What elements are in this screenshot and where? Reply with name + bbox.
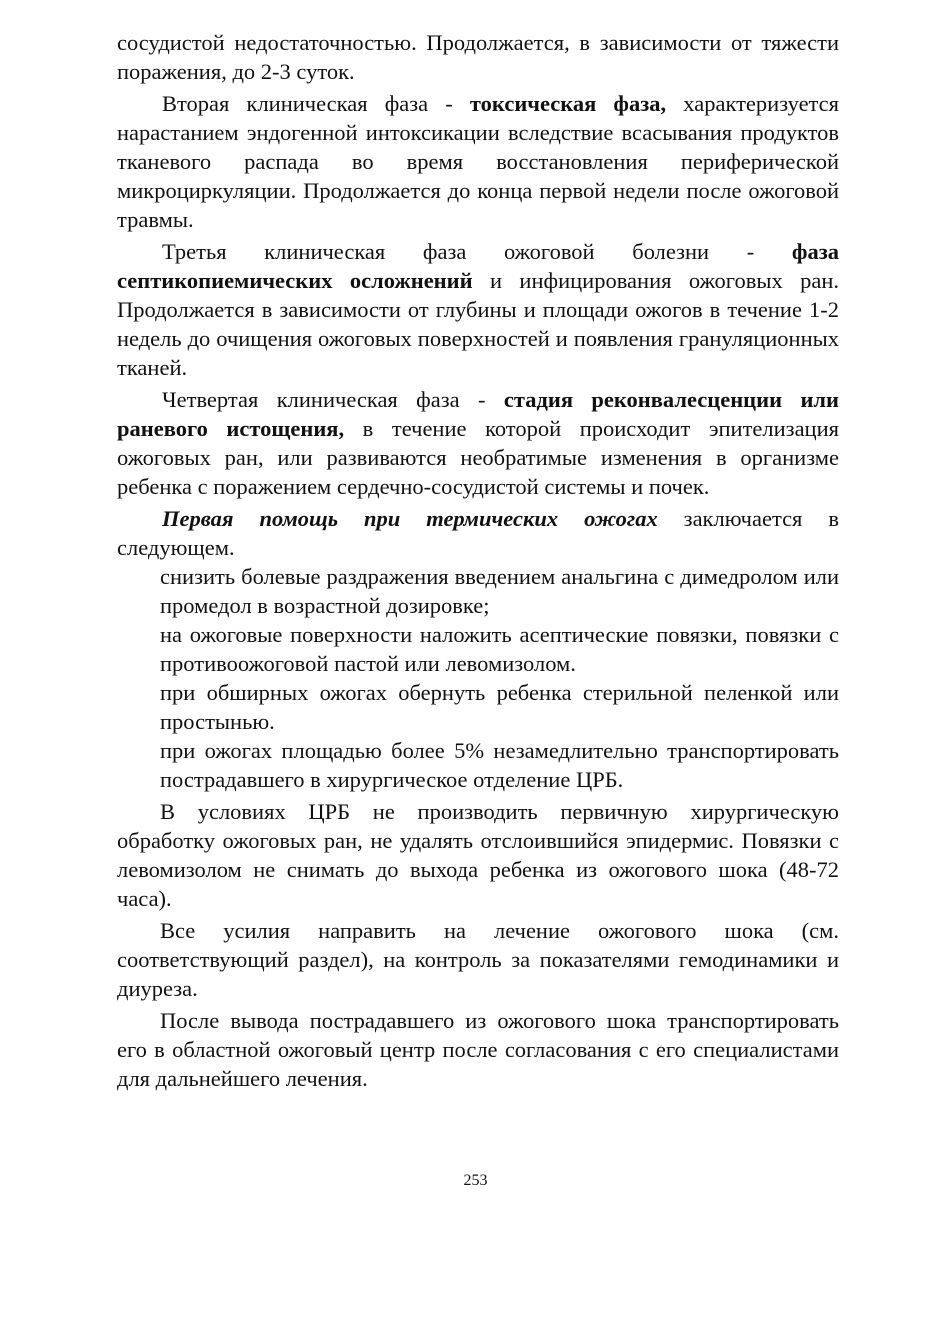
paragraph-first-aid-heading bbox=[117, 504, 839, 562]
list-item: при обширных ожогах обернуть ребенка стерильной пеленкой или простынью. bbox=[160, 680, 839, 734]
list-item: при ожогах площадью более 5% незамедлительно транспортировать пострадавшего в хирургическое отделение ЦРБ. bbox=[160, 738, 839, 792]
paragraph-recovery-phase-intro: Четвертая клиническая фаза - bbox=[162, 387, 504, 412]
page-number: 253 bbox=[463, 1172, 488, 1189]
paragraph-transport: После вывода пострадавшего из ожогового шока транспортировать его в областной ожоговый центр после согласования с его специалистами для дальнейшего лечения. bbox=[117, 1008, 839, 1091]
term-recovery-phase: стадия реконвалесценции или раневого истощения, bbox=[117, 387, 839, 441]
paragraph-septic-phase-intro: Третья клиническая фаза ожоговой болезни - bbox=[162, 239, 792, 264]
paragraph-recovery-phase-text: в течение которой происходит эпителизация ожоговых ран, или развиваются необратимые изменения в организме ребенка с поражением сердечно-сосудистой системы и почек. bbox=[117, 416, 839, 499]
paragraph-septic-phase-text: и инфицирования ожоговых ран. Продолжается в зависимости от глубины и площади ожогов в течение 1-2 недель до очищения ожоговых поверхностей и появления грануляционных тканей. bbox=[117, 268, 839, 380]
term-toxic-phase: токсическая фаза, bbox=[469, 91, 667, 116]
paragraph-recovery-phase bbox=[117, 385, 839, 501]
paragraph-crb-conditions: В условиях ЦРБ не производить первичную хирургическую обработку ожоговых ран, не удалять отслоившийся эпидермис. Повязки с левомизолом не снимать до выхода ребенка из ожогового шока (48-72 часа). bbox=[117, 799, 839, 911]
paragraph-continuation: сосудистой недостаточностью. Продолжается, в зависимости от тяжести поражения, до 2-3 суток. bbox=[117, 30, 839, 84]
list-item: на ожоговые поверхности наложить асептические повязки, повязки с противоожоговой пастой или левомизолом. bbox=[160, 622, 839, 676]
term-first-aid: Первая помощь при термических ожогах bbox=[162, 506, 658, 531]
page-body bbox=[117, 28, 839, 1093]
first-aid-list bbox=[117, 562, 839, 794]
term-septic-phase: фаза септикопиемических осложнений bbox=[117, 239, 839, 293]
paragraph-toxic-phase-intro: Вторая клиническая фаза - bbox=[162, 91, 470, 116]
paragraph-toxic-phase-text: характеризуется нарастанием эндогенной интоксикации вследствие всасывания продуктов тканевого распада во время восстановления периферической микроциркуляции. Продолжается до конца первой недели после ожоговой травмы. bbox=[117, 91, 839, 232]
paragraph-septic-phase bbox=[117, 237, 839, 382]
paragraph-first-aid-text: заключается в следующем. bbox=[117, 506, 839, 560]
paragraph-shock-treatment: Все усилия направить на лечение ожогового шока (см. соответствующий раздел), на контроль за показателями гемодинамики и диуреза. bbox=[117, 918, 839, 1001]
list-item: снизить болевые раздражения введением анальгина с димедролом или промедол в возрастной дозировке; bbox=[160, 564, 839, 618]
paragraph-toxic-phase bbox=[117, 89, 839, 234]
